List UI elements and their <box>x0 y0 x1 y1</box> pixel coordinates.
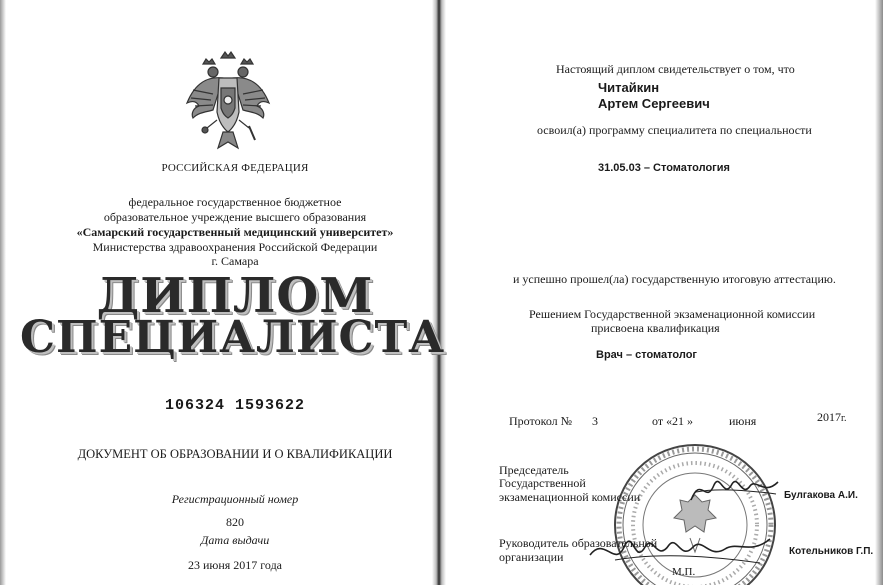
head-title-line-2: организации <box>499 550 564 564</box>
head-title-line-1: Руководитель образовательной <box>499 536 658 550</box>
russian-coat-of-arms-icon <box>183 48 273 158</box>
protocol-year-suffix: г. <box>841 413 847 424</box>
protocol-year-wrap <box>817 410 846 425</box>
issue-date: 23 июня 2017 года <box>187 558 283 572</box>
institution-name: «Самарский государственный медицинский университет» <box>76 225 394 239</box>
right-page-edge <box>875 0 883 585</box>
head-name: Котельников Г.П. <box>789 546 874 557</box>
decision-line-2: присвоена квалификация <box>591 321 720 335</box>
protocol-month: июня <box>729 414 757 428</box>
protocol-from: от « <box>652 414 673 428</box>
chair-title-line-1: Председатель <box>499 463 569 477</box>
protocol-number: 3 <box>592 414 598 428</box>
issue-date-label: Дата выдачи <box>200 533 270 547</box>
graduate-surname: Читайкин <box>598 80 660 95</box>
left-page-edge <box>0 0 6 585</box>
qualification: Врач – стоматолог <box>596 349 697 361</box>
protocol-day: 21 » <box>672 414 693 428</box>
registration-label: Регистрационный номер <box>171 492 299 506</box>
chair-signature <box>686 470 786 510</box>
chair-name: Булгакова А.И. <box>784 490 858 501</box>
institution-ministry: Министерства здравоохранения Российской Федерации <box>92 240 378 254</box>
document-type: ДОКУМЕНТ ОБ ОБРАЗОВАНИИ И О КВАЛИФИКАЦИИ <box>77 447 393 461</box>
registration-number: 820 <box>226 515 244 529</box>
mastered-text: освоил(а) программу специалитета по специальности <box>537 123 812 137</box>
graduate-name: Артем Сергеевич <box>598 96 710 111</box>
institution-city: г. Самара <box>211 254 259 268</box>
chair-title-line-2: Государственной <box>499 476 586 490</box>
institution-line-1: федеральное государственное бюджетное <box>128 195 342 209</box>
specialty: 31.05.03 – Стоматология <box>598 162 730 174</box>
passed-text: и успешно прошел(ла) государственную итоговую аттестацию. <box>513 272 836 286</box>
decision-line-1: Решением Государственной экзаменационной комиссии <box>529 307 816 321</box>
chair-title-line-3: экзаменационной комиссии <box>499 490 641 504</box>
country-name: РОССИЙСКАЯ ФЕДЕРАЦИЯ <box>161 162 309 174</box>
diploma-title: ДИПЛОМ <box>96 268 374 324</box>
blank-number: 106324 1593622 <box>164 397 306 414</box>
institution-line-2: образовательное учреждение высшего образования <box>103 210 367 224</box>
certifies-text: Настоящий диплом свидетельствует о том, что <box>556 62 795 76</box>
diploma-spine <box>432 0 446 585</box>
diploma-subtitle: СПЕЦИАЛИСТА <box>20 312 446 363</box>
protocol-label: Протокол № <box>509 414 573 428</box>
protocol-year: 2017 <box>817 410 841 424</box>
stamp-mark: М.П. <box>672 566 696 578</box>
